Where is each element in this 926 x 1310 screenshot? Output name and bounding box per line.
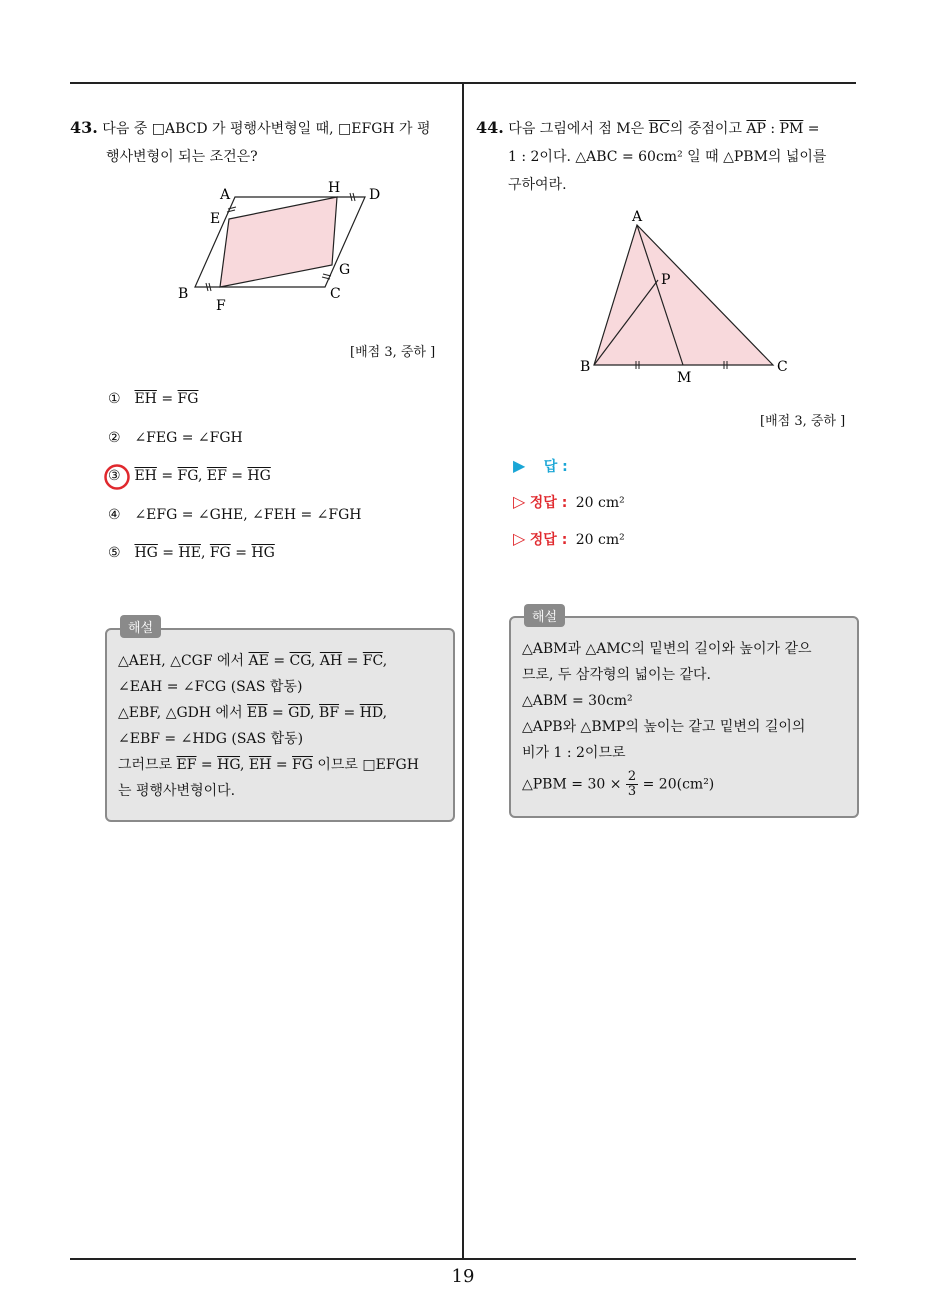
q43-label-C: C	[330, 286, 341, 302]
q44-label-A: A	[632, 209, 643, 225]
overline-EH: $\overline{EH}$	[134, 468, 157, 484]
q43-label-E: E	[210, 211, 221, 227]
q43-option-1[interactable]: ① $\overline{EH} = \overline{FG}$	[108, 391, 199, 407]
correct-answer-circle-icon	[103, 463, 133, 493]
option-text: ∠EFG = ∠GHE, ∠FEH = ∠FGH	[134, 507, 362, 523]
q43-score: [배점 3, 중하 ]	[350, 345, 436, 360]
q43-label-D: D	[369, 187, 381, 203]
q44-final-prefix: △PBM = 30 ×	[522, 776, 622, 793]
fraction-numerator: 2	[627, 769, 637, 784]
q44-expl-line-2: 므로, 두 삼각형의 넓이는 같다.	[522, 667, 711, 683]
q43-expl-line-3: △EBF, △GDH 에서 $\overline{EB} = \overline{GD}$, $\overline{BF} = \overline{HD}$,	[118, 705, 388, 721]
q44-correct-value-1: 20 cm²	[575, 495, 625, 511]
overline-EF: $\overline{EF}$	[206, 468, 227, 484]
q43-parallelogram-figure	[170, 176, 400, 316]
q43-label-F: F	[216, 298, 226, 314]
overline-FG: $\overline{FG}$	[177, 391, 199, 407]
q44-text-line2: 1 : 2이다. △ABC = 60cm² 일 때 △PBM의 넓이를	[508, 149, 827, 165]
q43-explanation-tag: 해설	[120, 615, 161, 638]
page-number: 19	[451, 1266, 475, 1287]
q44-expl-line-3: △ABM = 30cm²	[522, 693, 633, 709]
q44-final-suffix: = 20(cm²)	[642, 776, 715, 793]
q44-text: 44. 다음 그림에서 점 M은 $\overline{BC}$의 중점이고 $\overline{AP}$ : $\overline{PM}$ =	[476, 118, 820, 137]
q44-label-B: B	[580, 359, 591, 375]
q44-label-P: P	[661, 272, 671, 288]
q44-number: 44.	[476, 118, 504, 137]
q44-correct-value-2: 20 cm²	[575, 532, 625, 548]
question-43	[70, 114, 455, 171]
q44-expl-line-4: △APB와 △BMP의 높이는 같고 밑변의 길이의	[522, 719, 806, 735]
q43-option-2[interactable]	[108, 430, 243, 446]
outline-triangle-icon: ▷	[513, 529, 526, 548]
q44-correct-label-1: 정답 :	[529, 495, 568, 511]
option-number: ①	[108, 391, 121, 407]
q44-answer-row	[513, 456, 568, 476]
q43-expl-line-5: 그러므로 $\overline{EF} = \overline{HG}$, $\overline{EH} = \overline{FG}$ 이므로 □EFGH	[118, 757, 419, 773]
q43-number: 43.	[70, 118, 98, 137]
q44-expl-line-6	[522, 770, 848, 799]
q43-text-line2: 행사변형이 되는 조건은?	[106, 149, 258, 165]
overline-FG: $\overline{FG}$	[209, 545, 231, 561]
overline-HG: $\overline{HG}$	[134, 545, 158, 561]
q43-option-4[interactable]	[108, 507, 362, 523]
option-number: ③	[108, 468, 121, 484]
overline-EH: $\overline{EH}$	[134, 391, 157, 407]
q44-label-C: C	[777, 359, 788, 375]
overline-FG: $\overline{FG}$	[177, 468, 198, 484]
bottom-rule	[70, 1258, 856, 1260]
q43-text	[70, 114, 455, 143]
question-44	[476, 114, 860, 199]
q44-correct-row-1	[513, 492, 625, 512]
overline-HG: $\overline{HG}$	[247, 468, 271, 484]
q43-label-B: B	[178, 286, 189, 302]
q44-answer-label: 답 :	[543, 459, 568, 475]
q44-expl-line-5: 비가 1 : 2이므로	[522, 745, 626, 761]
q44-expl-line-1: △ABM과 △AMC의 밑변의 길이와 높이가 같으	[522, 641, 812, 657]
overline-HG: $\overline{HG}$	[251, 545, 275, 561]
q43-expl-line-2: ∠EAH = ∠FCG (SAS 합동)	[118, 679, 303, 695]
q44-explanation-tag: 해설	[524, 604, 565, 627]
q44-correct-label-2: 정답 :	[529, 532, 568, 548]
overline-HE: $\overline{HE}$	[178, 545, 201, 561]
q44-label-M: M	[677, 370, 692, 385]
q43-option-5[interactable]: ⑤ $\overline{HG} = \overline{HE}$, $\overline{FG} = \overline{HG}$	[108, 545, 275, 561]
q44-score: [배점 3, 중하 ]	[760, 414, 846, 429]
fraction-denominator: 3	[627, 784, 637, 799]
outline-triangle-icon: ▷	[513, 492, 526, 511]
play-triangle-icon: ▶	[513, 456, 526, 475]
option-number: ⑤	[108, 545, 121, 561]
fraction	[626, 770, 638, 799]
q43-expl-line-6: 는 평행사변형이다.	[118, 783, 236, 799]
q43-label-A: A	[220, 187, 231, 203]
q44-text-line3: 구하여라.	[508, 177, 567, 193]
q43-label-H: H	[328, 180, 341, 196]
q43-expl-line-1: △AEH, △CGF 에서 $\overline{AE} = \overline{CG}$, $\overline{AH} = \overline{FC}$,	[118, 653, 388, 669]
option-number: ④	[108, 507, 121, 523]
q44-explanation-text	[522, 636, 848, 799]
q43-option-3[interactable]: ③ $\overline{EH} = \overline{FG}$, $\overline{EF} = \overline{HG}$	[108, 468, 271, 484]
q43-expl-line-4: ∠EBF = ∠HDG (SAS 합동)	[118, 731, 304, 747]
q44-triangle-figure	[570, 205, 800, 385]
option-number: ②	[108, 430, 121, 446]
q43-explanation-text	[118, 648, 443, 804]
q44-correct-row-2	[513, 529, 625, 549]
option-text: ∠FEG = ∠FGH	[134, 430, 243, 446]
q43-text-line1: 다음 중 □ABCD 가 평행사변형일 때, □EFGH 가 평	[102, 121, 431, 137]
q43-label-G: G	[339, 262, 351, 278]
column-divider	[462, 82, 464, 1258]
